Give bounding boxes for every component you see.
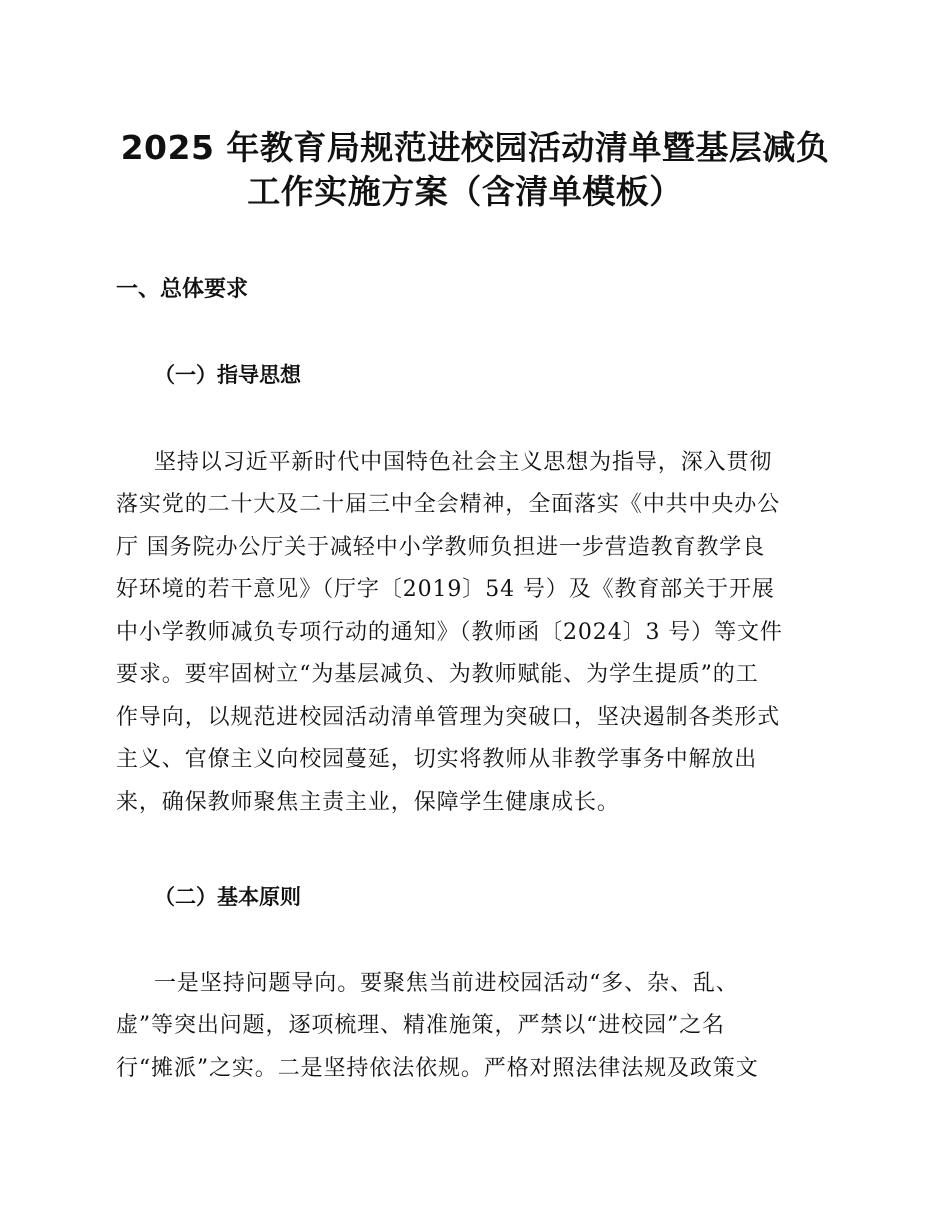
paragraph-line: 厅 国务院办公厅关于减轻中小学教师负担进一步营造教育教学良	[116, 535, 766, 560]
section-heading-general-requirements: 一、总体要求	[116, 277, 249, 302]
paragraph-line: 要求。要牢固树立“为基层减负、为教师赋能、为学生提质”的工	[116, 662, 759, 687]
paragraph-line: 虚”等突出问题，逐项梳理、精准施策，严禁以“进校园”之名	[116, 1013, 725, 1038]
paragraph-line: 好环境的若干意见》（厅字〔2019〕54 号）及《教育部关于开展	[116, 577, 775, 602]
subsection-heading-guiding-ideology: （一）指导思想	[154, 362, 301, 387]
paragraph-line: 主义、官僚主义向校园蔓延，切实将教师从非教学事务中解放出	[116, 747, 758, 772]
subsection-heading-basic-principles: （二）基本原则	[154, 884, 301, 909]
paragraph-line: 行“摊派”之实。二是坚持依法依规。严格对照法律法规及政策文	[116, 1056, 759, 1081]
paragraph-line: 来，确保教师聚焦主责主业，保障学生健康成长。	[116, 790, 620, 815]
paragraph-line: 一是坚持问题导向。要聚焦当前进校园活动“多、杂、乱、	[154, 971, 739, 996]
document-title-line-2: 工作实施方案（含清单模板）	[247, 172, 683, 211]
document-title-line-1: 2025 年教育局规范进校园活动清单暨基层减负	[120, 128, 830, 167]
paragraph-line: 落实党的二十大及二十届三中全会精神，全面落实《中共中央办公	[116, 492, 781, 517]
paragraph-line: 中小学教师减负专项行动的通知》（教师函〔2024〕3 号）等文件	[116, 620, 783, 645]
paragraph-line: 坚持以习近平新时代中国特色社会主义思想为指导，深入贯彻	[154, 450, 773, 475]
paragraph-line: 作导向，以规范进校园活动清单管理为突破口，坚决遏制各类形式	[116, 705, 781, 730]
